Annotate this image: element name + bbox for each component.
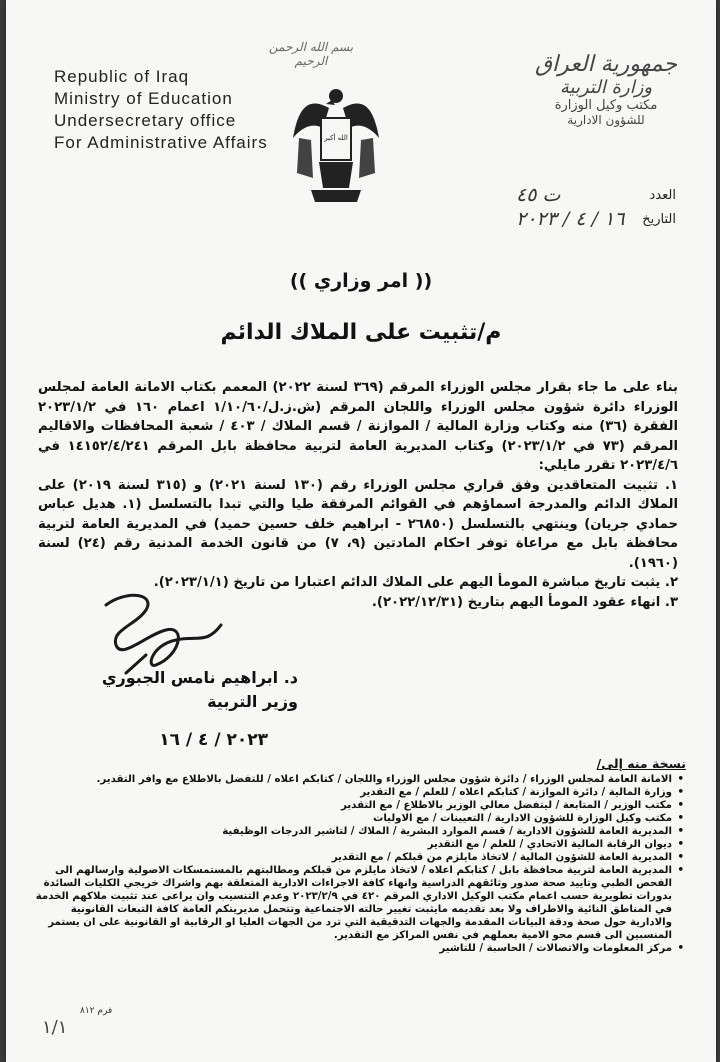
signatory-name: د. ابراهيم نامس الجبوري <box>101 668 298 687</box>
copies-heading: نسخة منه إلى/ <box>596 756 686 771</box>
issue-date: ١٦ / ٤ / ٢٠٢٣ <box>516 208 625 230</box>
document-page <box>6 0 716 1062</box>
document-heading: (( امر وزاري )) <box>289 270 433 292</box>
letterhead-line: مكتب وكيل الوزارة <box>554 98 658 113</box>
letterhead-line: Ministry of Education <box>54 89 233 108</box>
document-subject: م/تثبيت على الملاك الدائم <box>220 320 502 345</box>
reference-label: العدد <box>649 187 676 203</box>
copy-recipient: • المديرية العامة لتربية محافظة بابل / كتابكم اعلاه / لاتخاذ مايلزم من قبلكم ومطالبتهم بالمستمسكات الاصولية وارسالهم الى الفحص الطبي وتاييد صحة صدور وثائقهم الدراسية وانهاء كافة الاجراءات الادارية المتعلقة بهم واشراك خريجي الكليات السائدة بدورات تطويرية حسب اعمام مكتب الوكيل الاداري المرقم ٤٢٠ في ٢٠٢٣/٢/٩ وعدم التنسيب وان يراعى عند تثبيت ملاكهم الخدمة في المناطق النائية والاطراف ولا بعد تقديمه مايثبت تغيير حالته الاجتماعية وتتحمل مديريتكم العامة كافة التبعات القانونية والادارية حول صحة ودقة البيانات المقدمة والجهات التدقيقية التي ترد من الجهات العليا او الرقابية او القانونية على ان يستمر المنسبين الى قسم محو الامية بعملهم في نفس المراكز مع التقدير. <box>26 864 686 942</box>
letterhead-line: وزارة التربية <box>559 77 653 98</box>
letterhead-line: للشؤون الادارية <box>567 113 645 127</box>
copy-recipient: • مكتب وكيل الوزارة للشؤون الادارية / التعيينات / مع الاوليات <box>26 812 686 825</box>
copy-recipient: • مكتب الوزير / المتابعة / ليتفضل معالي الوزير بالاطلاع / مع التقدير <box>26 799 686 812</box>
form-number: فرم ٨١٢ <box>80 1006 113 1016</box>
copies-section <box>26 757 686 955</box>
copy-recipient: • الامانة العامة لمجلس الوزراء / دائرة شؤون مجلس الوزراء واللجان / كتابكم اعلاه / للتفضل بالاطلاع مع وافر التقدير. <box>26 773 686 786</box>
decision-item: ٢. يثبت تاريخ مباشرة المومأ اليهم على الملاك الدائم اعتبارا من تاريخ (٢٠٢٣/١/١). <box>153 575 678 590</box>
reference-number: ت ٤٥ <box>516 184 561 206</box>
signature-date: ٢٠٢٣ / ٤ / ١٦ <box>159 730 268 750</box>
emblem-inscription: الله أكبر <box>324 134 348 142</box>
decision-item: ١. تثبيت المتعاقدين وفق قراري مجلس الوزراء رقم (١٣٠ لسنة ٢٠٢١) و (٣١٥ لسنة ٢٠١٩) على الملاك الدائم والمدرجة اسماؤهم في القوائم المرفقة طيا والتي تبدا بالتسلسل (١. هديل عباس حمادي جريان) وينتهي بالتسلسل (٢٦٨٥٠ - ابراهيم خلف حسين حميد) في المديرية العامة لتربية محافظة بابل مع مراعاة توفر احكام المادتين (٩، ٧) من قانون الخدمة المدنية رقم (٢٤) لسنة (١٩٦٠). <box>38 477 679 571</box>
reference-block <box>516 183 676 231</box>
english-letterhead <box>54 66 274 154</box>
letterhead-line: Republic of Iraq <box>54 67 190 86</box>
copy-recipient: • مركز المعلومات والاتصالات / الحاسبة / للتاشير <box>26 942 686 955</box>
signatory-block <box>98 666 298 714</box>
order-body <box>38 378 678 612</box>
copies-list <box>26 773 686 955</box>
basmala: بسم الله الرحمن الرحيم <box>268 40 354 68</box>
letterhead-line: جمهورية العراق <box>534 52 678 77</box>
eagle-emblem-icon <box>291 78 381 212</box>
copy-recipient: • المديرية العامة للشؤون المالية / لاتخاذ مايلزم من قبلكم / مع التقدير <box>26 851 686 864</box>
decision-item: ٣. انهاء عقود المومأ اليهم بتاريخ (٢٠٢٢/١٢/٣١). <box>371 594 678 610</box>
letterhead-line: For Administrative Affairs <box>54 133 268 152</box>
signatory-title: وزير التربية <box>207 692 298 711</box>
copy-recipient: • المديرية العامة للشؤون الادارية / قسم الموارد البشرية / الملاك / لتاشير الدرجات الوظيفية <box>26 825 686 838</box>
arabic-letterhead <box>506 52 706 127</box>
letterhead-line: Undersecretary office <box>54 111 237 130</box>
copy-recipient: • وزارة المالية / دائرة الموازنة / كتابكم اعلاه / للعلم / مع التقدير <box>26 786 686 799</box>
copy-recipient: • ديوان الرقابة المالية الاتحادي / للعلم / مع التقدير <box>26 838 686 851</box>
intro-paragraph: بناء على ما جاء بقرار مجلس الوزراء المرقم (٣٦٩ لسنة ٢٠٢٢) المعمم بكتاب الامانة العامة لمجلس الوزراء دائرة شؤون مجلس الوزراء واللجان المرقم (ش.ز.ل/١/١٠/٦٠ اعمام ١٦٠ في ٢٠٢٣/١/٢ الفقرة (٣٦) منه وكتاب وزارة المالية / الموازنة / قسم الملاك / ٤٠٣ / شعبة المحافظات والاقاليم المرقم (٧٣ في ٢٠٢٣/١/٢) وكتاب المديرية العامة لتربية محافظة بابل المرقم ١٤١٥٢/٤/٢٤١ في ٢٠٢٣/٤/٦ تقرر مايلي: <box>38 380 679 473</box>
page-number: ١/١ <box>42 1017 68 1038</box>
date-label: التاريخ <box>642 211 676 227</box>
